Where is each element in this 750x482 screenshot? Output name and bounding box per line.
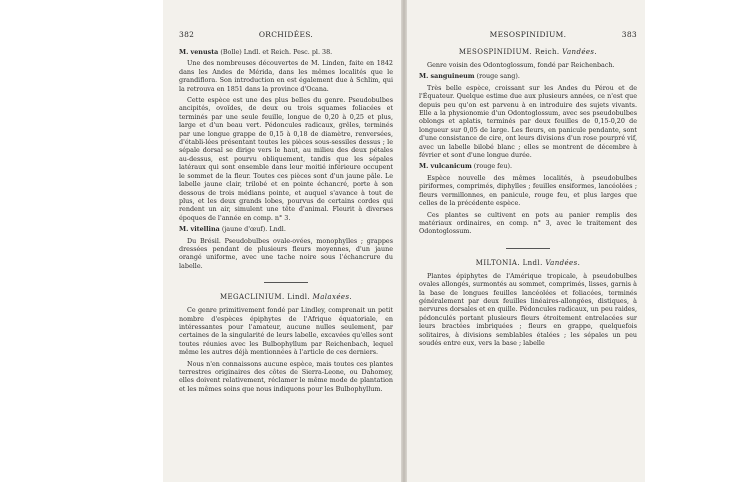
sanguineum-paragraph: Très belle espèce, croissant sur les Andes du Pérou et de l'Équateur. Quelque estime due aux plusieurs années, ce n'est que depuis peu qu'on est parvenu à en introduire des sujets vivants. Elle a la physionomie d'un Odontoglossum, avec ses pseudobulbes oblongs et aplatis, terminés par deux feuilles de 0,15-0,20 de longueur sur 0,05 de large. Les fleurs, en panicule pendante, sont d'une consistance de cire, ont leurs divisions d'un rose pourpré vif, avec un labelle bilobé blanc ; elles se montrent de décembre à février et sont d'une longue durée.: [419, 83, 637, 160]
genus-tribe: Vandées.: [562, 48, 598, 56]
book-spread: [163, 0, 645, 482]
left-page-number: 382: [179, 30, 195, 39]
genus-author: Lindl.: [287, 293, 311, 302]
genus-author: Reich.: [534, 48, 560, 56]
species-authority: (Bolle) Lndl. et Reich. Pesc. pl. 38.: [220, 48, 333, 56]
genus-name: MESOSPINIDIUM.: [458, 48, 533, 56]
species-name: M. venusta: [179, 48, 219, 56]
mesospinidium-intro: Genre voisin des Odontoglossum, fondé par Reichenbach.: [427, 61, 615, 69]
section-divider: [264, 282, 308, 283]
left-running-head: [179, 30, 393, 42]
section-heading-miltonia: [419, 259, 637, 267]
species-authority: (rouge sang).: [476, 72, 520, 81]
genus-tribe: Malaxées.: [312, 293, 353, 302]
right-running-head: [419, 30, 637, 42]
left-page: [179, 30, 393, 470]
species-name: M. sanguineum: [419, 72, 475, 81]
genus-name: MILTONIA.: [475, 258, 520, 267]
species-entry-vulcanicum: [419, 162, 637, 170]
genus-author: Lndl.: [522, 258, 543, 267]
section-heading-mesospinidium: [419, 48, 637, 56]
species-entry-vitellina: [179, 225, 393, 233]
right-page-number: 383: [621, 30, 637, 39]
vulcanicum-paragraph-1: Espèce nouvelle des mêmes localités, à pseudobulbes piriformes, comprimés, diphylles ; feuilles ensiformes, lancéolées ; fleurs vermillonnes, en panicule, rouge feu, et plus larges que celles de la précédente espèce.: [419, 173, 637, 208]
megaclinium-paragraph-2: Nous n'en connaissons aucune espèce, mais toutes ces plantes terrestres originaires des côtes de Sierra-Leone, ou Dahomey, elles doivent relativement, réclamer le même mode de plantation et les mêmes soins que nous indiquons pour les Bulbophyllum.: [179, 359, 393, 393]
section-heading-megaclinium: [179, 293, 393, 301]
genus-tribe: Vandées.: [545, 258, 581, 267]
vitellina-paragraph: Du Brésil. Pseudobulbes ovale-ovées, monophylles ; grappes dressées pendant de plusieurs fleurs moyennes, d'un jaune orangé uniforme, avec une tache noire sous l'échancrure du labelle.: [179, 236, 393, 270]
species-authority: (jaune d'œuf). Lndl.: [221, 225, 286, 234]
right-running-title: MESOSPINIDIUM.: [489, 30, 567, 39]
species-entry-venusta: [179, 48, 393, 56]
section-divider: [506, 248, 550, 249]
miltonia-paragraph: Plantes épiphytes de l'Amérique tropicale, à pseudobulbes ovales allongés, surmontés au sommet, comprimés, lisses, garnis à la base de longues feuilles lancéolées et foliacées, terminés généralement par deux feuilles linéaires-allongées, distiques, à nervures dorsales et en quille. Pédoncules radicaux, un peu raides, pédonculés portant plusieurs fleurs étroitement entrelacées sur leurs bractées imbriquées ; fleurs en grappe, quelquefois solitaires, à divisions semblables étalées ; les sépales un peu soudés entre eux, vers la base ; labelle: [419, 271, 637, 347]
right-page: [419, 30, 637, 470]
venusta-paragraph-2: Cette espèce est une des plus belles du genre. Pseudobulbes ancipités, ovoïdes, de deux ou trois squames foliacées et terminés par une seule feuille, longue de 0,20 à 0,25 et plus, large et d'un beau vert. Pédoncules radicaux, grêles, terminés par une longue grappe de 0,15 à 0,18 de diamètre, renversées, d'établi-lées présentant toutes les pièces sous-sessiles dessus ; le sépale dorsal se dirige vers le haut, au milieu des deux pétales au-dessus, est pourvu obliquement, tandis que les sépales latéraux qui sont ensemble dans leur moitié inférieure occupent le sommet de la fleur. Toutes ces pièces sont d'un jaune pâle. Le labelle jaune clair, trilobé et en pointe échancré, porte à son dessous de trois médians pointe, et auquel s'avance à tout de plus, et les deux grands lobes, pourvus de certains cordes qui rendent un air, simulent une tête d'animal. Fleurit à diverses époques de l'année en comp. n° 3.: [179, 96, 393, 222]
species-name: M. vulcanicum: [419, 162, 472, 171]
species-authority: (rouge feu).: [473, 162, 512, 171]
book-gutter: [401, 0, 407, 482]
left-running-title: ORCHIDÉES.: [258, 30, 314, 39]
venusta-paragraph-1: Une des nombreuses découvertes de M. Linden, faite en 1842 dans les Andes de Mérida, dans les mêmes localités que le grandiflora. Son introduction en est également due à Schlim, qui la retrouva en 1851 dans la province d'Ocana.: [179, 59, 393, 93]
vulcanicum-paragraph-2: Ces plantes se cultivent en pots au panier remplis des matériaux ordinaires, en comp. n° 3, avec le traitement des Odontoglossum.: [419, 210, 637, 236]
species-entry-sanguineum: [419, 72, 637, 80]
genus-name: MEGACLINIUM.: [219, 293, 285, 302]
megaclinium-paragraph-1: Ce genre primitivement fondé par Lindley, comprenait un petit nombre d'espèces épiphytes de l'Afrique équatoriale, en intéressantes pour l'amateur, aucune nulles seulement, par certaines de la singularité de leurs labelle, excavées qu'elles sont toutes réunies avec les Bulbophyllum par Reichenbach, lequel même les autres déjà mentionnées à l'article de ces derniers.: [179, 306, 393, 357]
species-name: M. vitellina: [179, 225, 220, 234]
